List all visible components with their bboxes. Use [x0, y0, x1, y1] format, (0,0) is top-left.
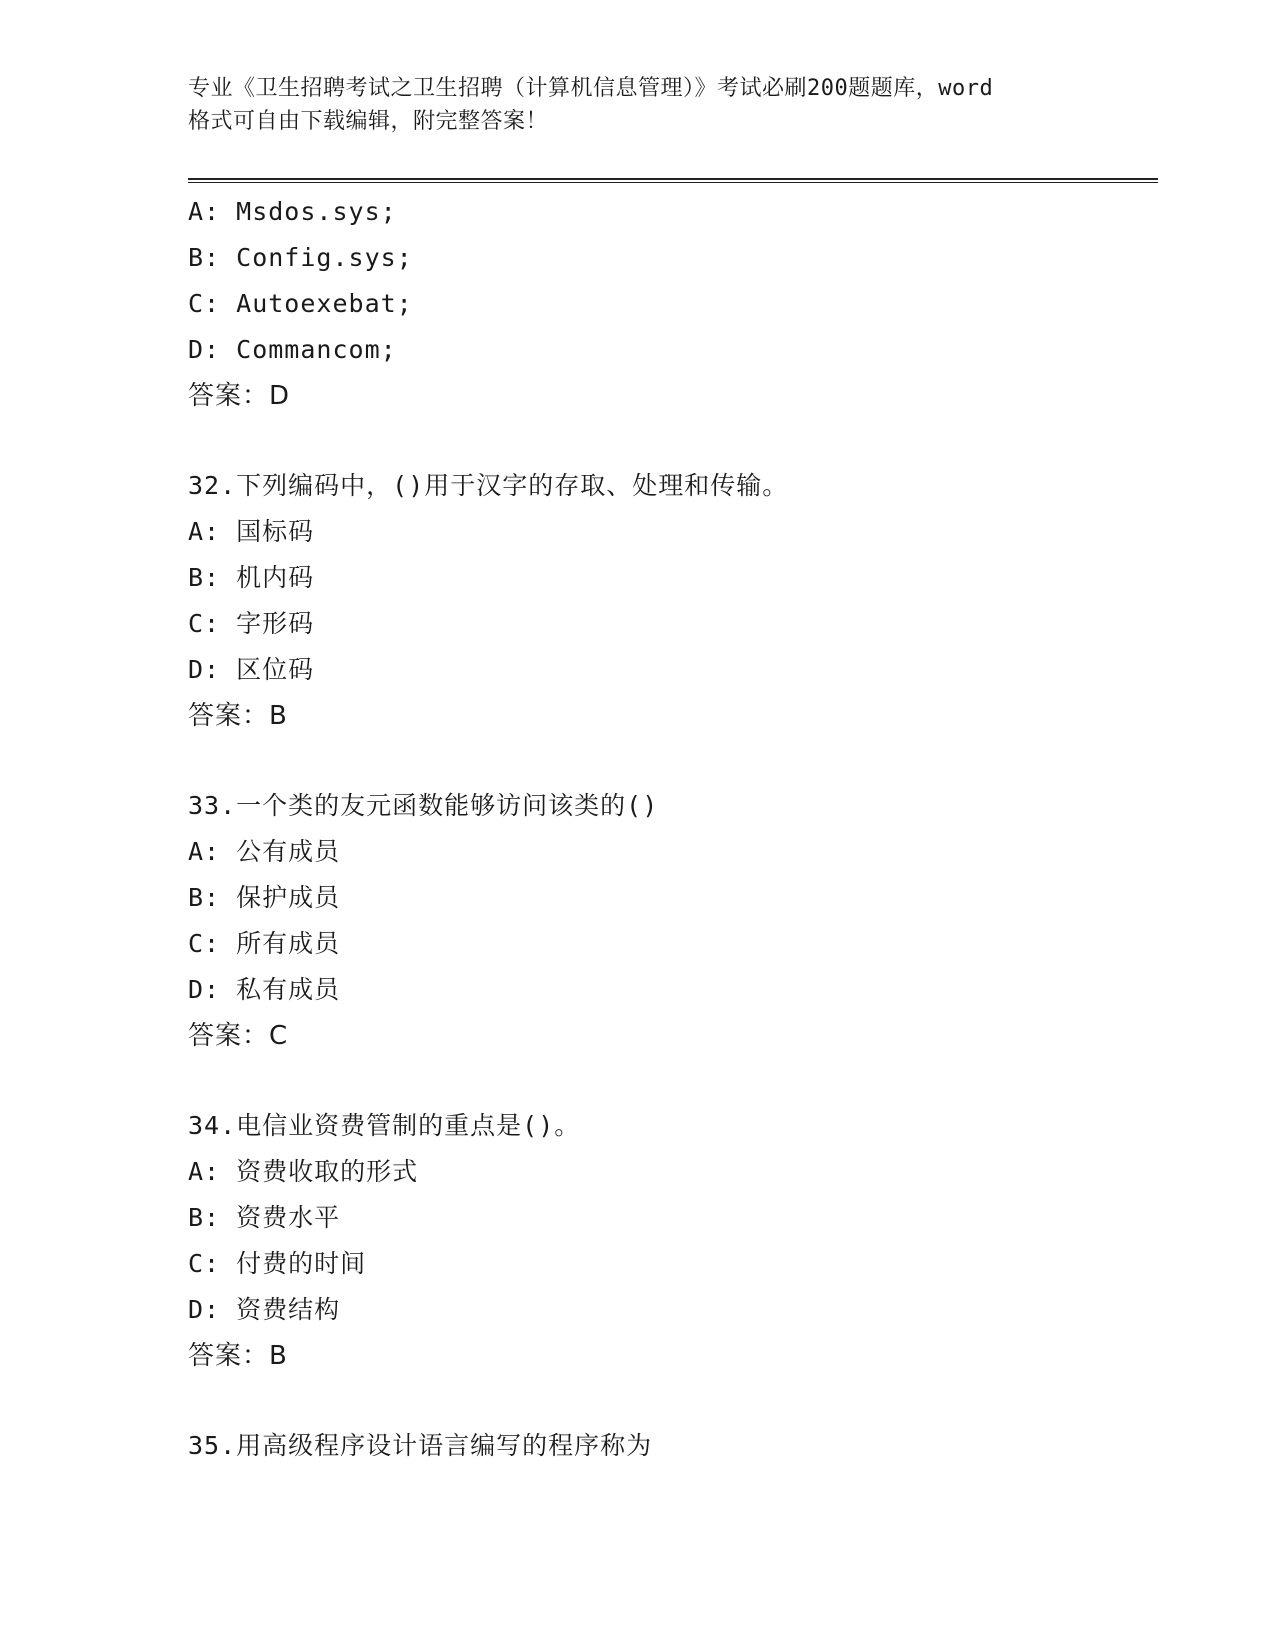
- option-b: B: Config.sys;: [188, 243, 413, 272]
- answer-line: 答案：D: [188, 381, 291, 411]
- question-list: [188, 189, 1158, 1469]
- question-stem: 32.下列编码中，()用于汉字的存取、处理和传输。: [188, 471, 789, 500]
- header-divider: [188, 178, 1158, 183]
- option-d: D: Commancom;: [188, 335, 397, 364]
- option-b: B: 资费水平: [188, 1203, 341, 1232]
- question-34: [188, 1103, 1158, 1379]
- option-c: C: 付费的时间: [188, 1249, 367, 1278]
- question-32: [188, 463, 1158, 739]
- answer-line: 答案：B: [188, 701, 288, 731]
- option-a: A: 公有成员: [188, 837, 341, 866]
- option-a: A: 资费收取的形式: [188, 1157, 419, 1186]
- option-d: D: 资费结构: [188, 1295, 341, 1324]
- question-35: [188, 1423, 1158, 1469]
- answer-line: 答案：C: [188, 1021, 289, 1051]
- option-a: A: Msdos.sys;: [188, 197, 397, 226]
- option-b: B: 机内码: [188, 563, 315, 592]
- document-header: [188, 72, 1158, 156]
- option-a: A: 国标码: [188, 517, 315, 546]
- question-33: [188, 783, 1158, 1059]
- header-line-2: 格式可自由下载编辑，附完整答案！: [188, 109, 549, 134]
- option-c: C: Autoexebat;: [188, 289, 413, 318]
- question-stem: 33.一个类的友元函数能够访问该类的(): [188, 791, 659, 820]
- option-c: C: 字形码: [188, 609, 315, 638]
- answer-line: 答案：B: [188, 1341, 288, 1371]
- question-fragment: [188, 189, 1158, 419]
- question-stem: 35.用高级程序设计语言编写的程序称为: [188, 1431, 653, 1460]
- header-line-1: 专业《卫生招聘考试之卫生招聘（计算机信息管理）》考试必刷200题题库，word: [188, 76, 994, 101]
- question-stem: 34.电信业资费管制的重点是()。: [188, 1111, 581, 1140]
- option-c: C: 所有成员: [188, 929, 341, 958]
- option-d: D: 私有成员: [188, 975, 341, 1004]
- option-b: B: 保护成员: [188, 883, 341, 912]
- option-d: D: 区位码: [188, 655, 315, 684]
- document-page: [188, 72, 1158, 1469]
